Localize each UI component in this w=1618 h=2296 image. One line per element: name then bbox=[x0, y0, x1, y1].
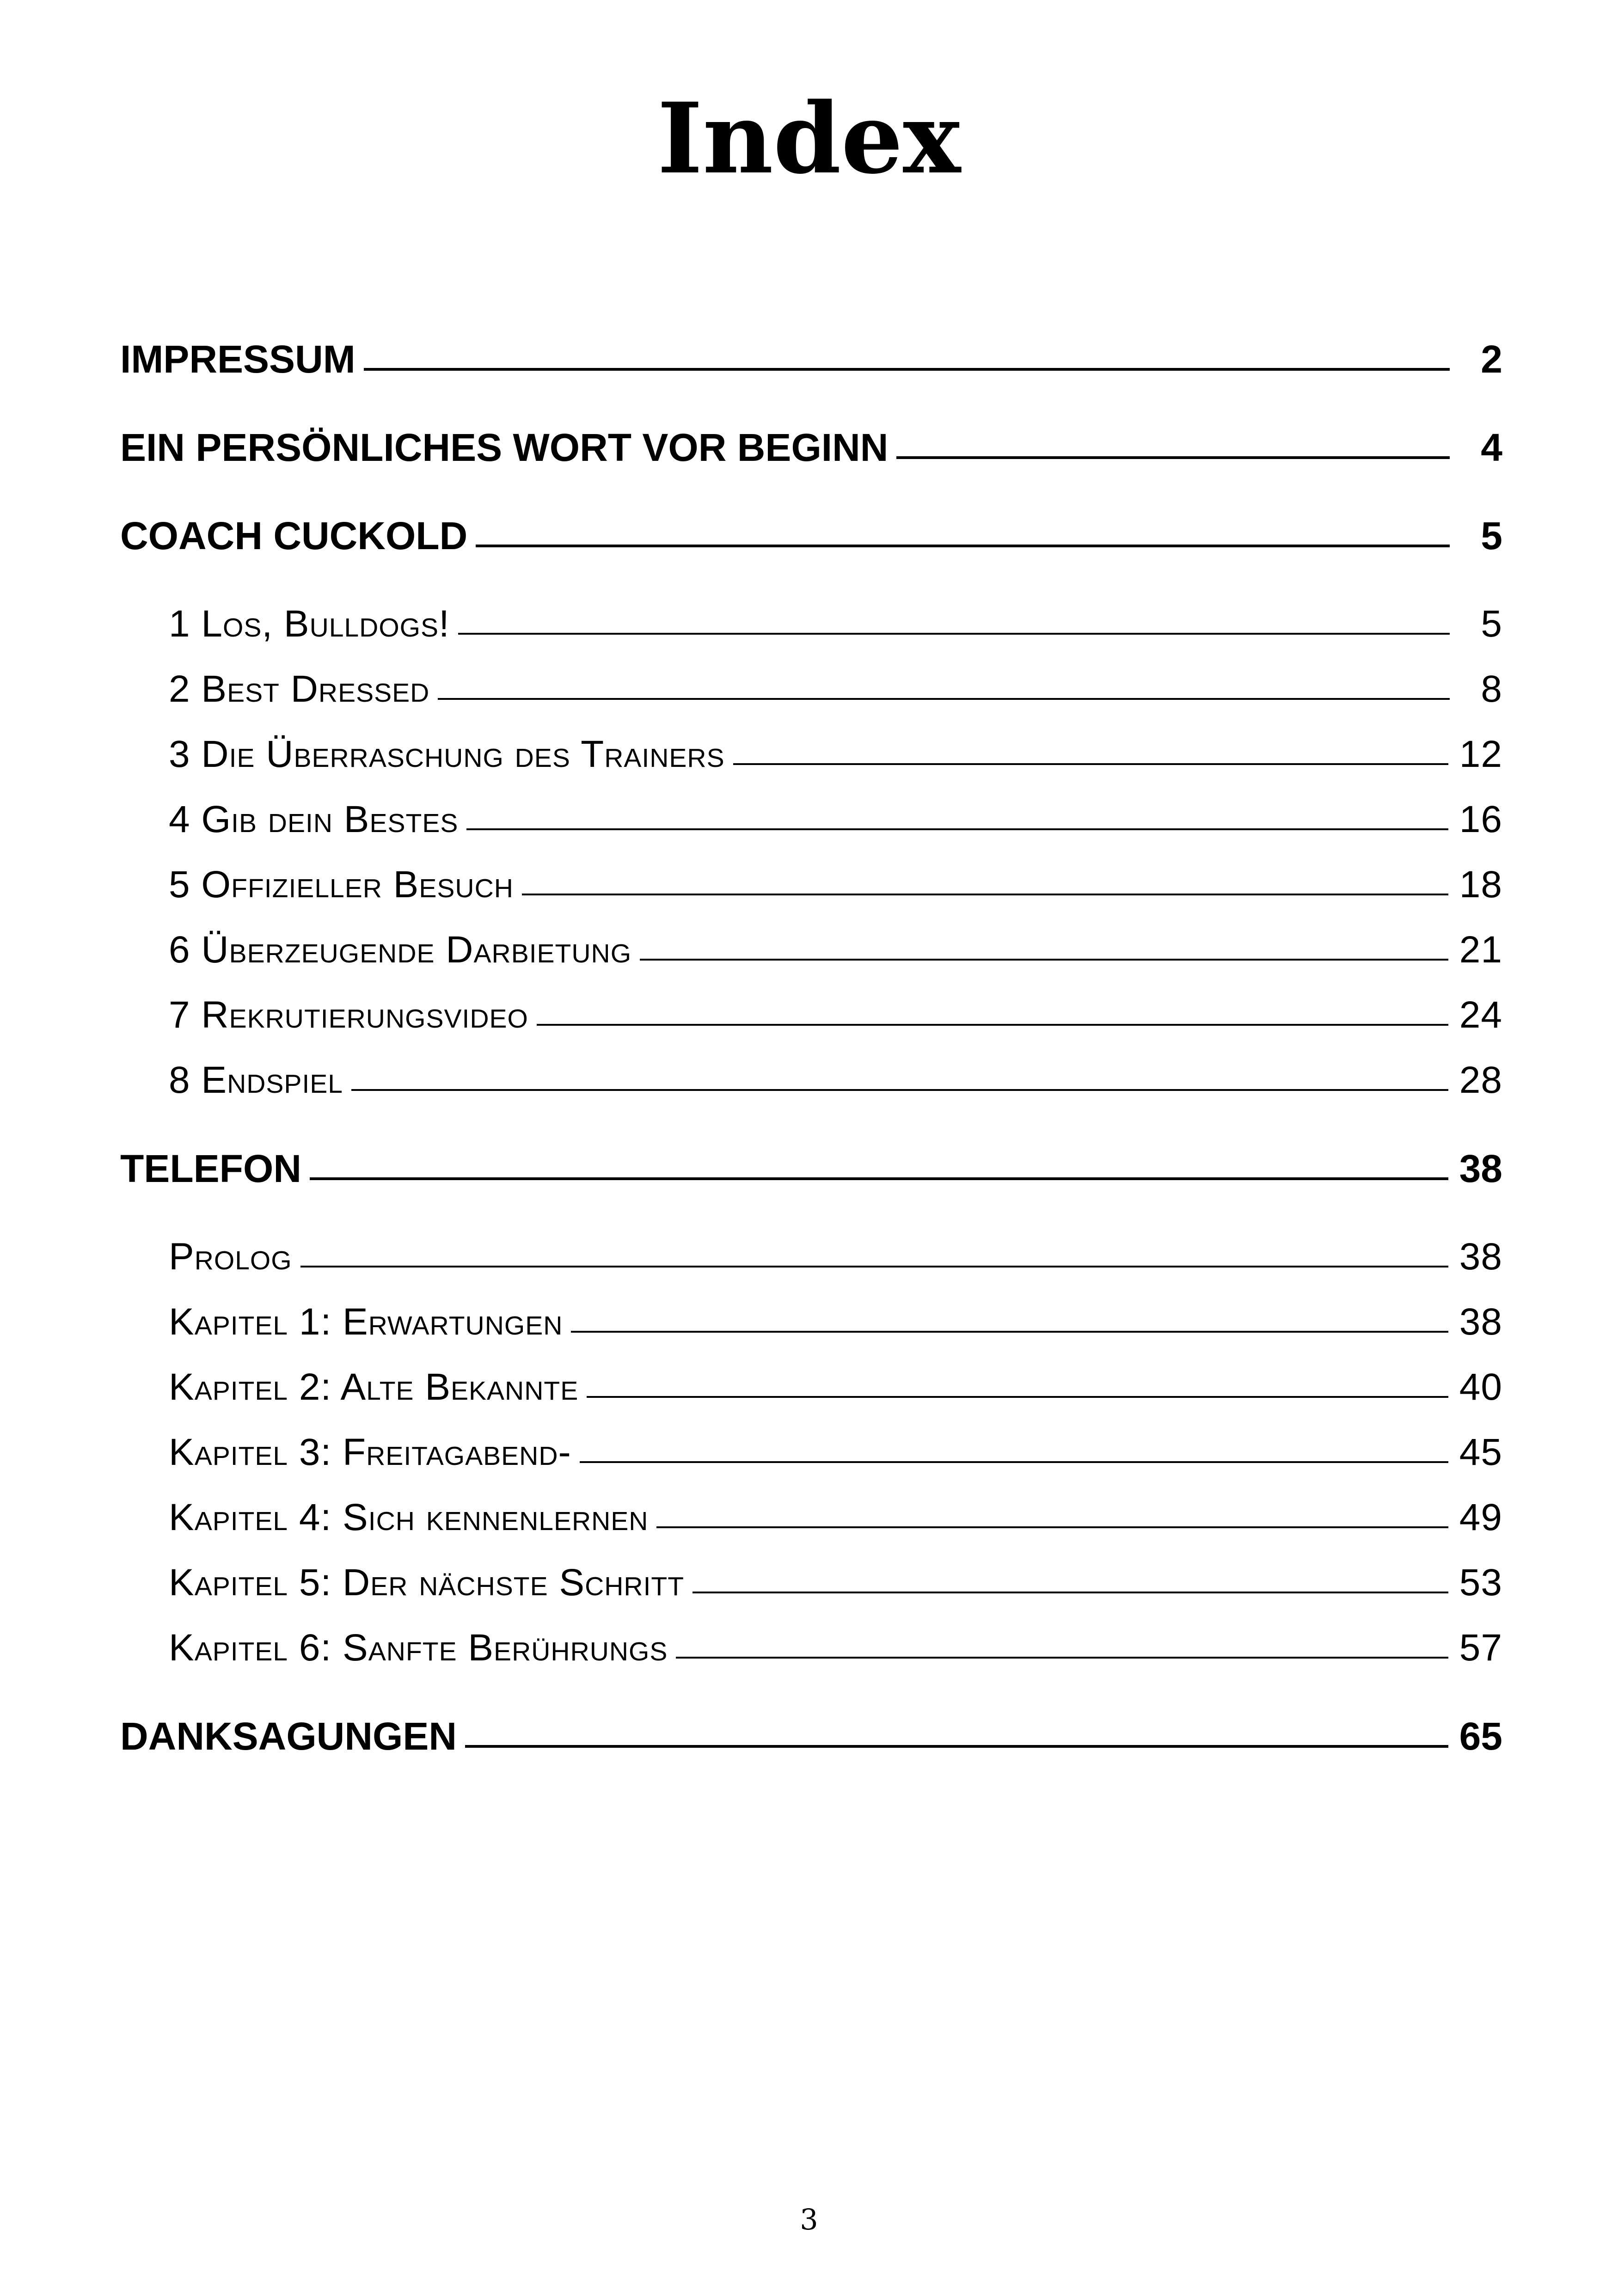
toc-entry-kapitel-5[interactable] bbox=[169, 1557, 1502, 1608]
toc-entry-label: 2 Best Dressed bbox=[169, 668, 430, 710]
toc-entry-label: DANKSAGUNGEN bbox=[120, 1714, 457, 1758]
toc-entry-page: 65 bbox=[1459, 1714, 1502, 1758]
toc-leader-line bbox=[458, 633, 1450, 635]
toc-entry-chapter-5[interactable] bbox=[169, 859, 1502, 910]
toc-entry-label: 6 Überzeugende Darbietung bbox=[169, 929, 632, 971]
toc-leader-line bbox=[300, 1266, 1448, 1267]
toc-entry-label: Kapitel 5: Der nächste Schritt bbox=[169, 1561, 685, 1604]
toc-entry-kapitel-2[interactable] bbox=[169, 1362, 1502, 1413]
toc-entry-kapitel-6[interactable] bbox=[169, 1623, 1502, 1673]
toc-leader-line bbox=[351, 1089, 1448, 1091]
toc-entry-page: 5 bbox=[1481, 514, 1502, 557]
toc-entry-page: 49 bbox=[1459, 1496, 1502, 1538]
page-title: Index bbox=[657, 81, 961, 196]
toc-entry-page: 2 bbox=[1481, 337, 1502, 381]
page-number: 3 bbox=[800, 2203, 818, 2236]
toc-entry-impressum[interactable] bbox=[120, 334, 1502, 385]
toc-entry-label: 1 Los, Bulldogs! bbox=[169, 603, 450, 645]
toc-entry-page: 53 bbox=[1459, 1561, 1502, 1604]
toc-leader-line bbox=[438, 698, 1450, 700]
toc-entry-kapitel-1[interactable] bbox=[169, 1297, 1502, 1347]
toc-entry-chapter-1[interactable] bbox=[169, 599, 1502, 649]
toc-entry-telefon[interactable] bbox=[120, 1143, 1502, 1194]
toc-entry-prolog[interactable] bbox=[169, 1231, 1502, 1282]
toc-entry-page: 28 bbox=[1459, 1059, 1502, 1101]
toc-entry-kapitel-3[interactable] bbox=[169, 1427, 1502, 1478]
toc-entry-chapter-6[interactable] bbox=[169, 925, 1502, 975]
toc-entry-label: IMPRESSUM bbox=[120, 337, 355, 381]
toc-leader-line bbox=[733, 763, 1448, 765]
toc-entry-page: 21 bbox=[1459, 929, 1502, 971]
toc-entry-label: 8 Endspiel bbox=[169, 1059, 343, 1101]
toc-entry-page: 40 bbox=[1459, 1366, 1502, 1408]
toc-entry-persoenliches-wort[interactable] bbox=[120, 422, 1502, 473]
toc-entry-page: 16 bbox=[1459, 798, 1502, 840]
toc-leader-line bbox=[640, 959, 1448, 961]
toc-entry-label: Kapitel 2: Alte Bekannte bbox=[169, 1366, 579, 1408]
toc-entry-label: 7 Rekrutierungsvideo bbox=[169, 994, 528, 1036]
toc-leader-line bbox=[465, 1745, 1448, 1748]
toc-entry-chapter-8[interactable] bbox=[169, 1055, 1502, 1106]
toc-leader-line bbox=[466, 828, 1448, 830]
toc-leader-line bbox=[676, 1657, 1448, 1659]
toc-entry-label: Prolog bbox=[169, 1236, 292, 1278]
toc-leader-line bbox=[580, 1461, 1448, 1463]
toc-entry-kapitel-4[interactable] bbox=[169, 1492, 1502, 1543]
toc-leader-line bbox=[310, 1177, 1448, 1180]
toc-entry-page: 12 bbox=[1459, 733, 1502, 775]
toc-entry-page: 45 bbox=[1459, 1431, 1502, 1473]
toc-leader-line bbox=[656, 1526, 1448, 1528]
toc-entry-page: 8 bbox=[1481, 668, 1502, 710]
toc-entry-page: 38 bbox=[1459, 1301, 1502, 1343]
toc-entry-label: Kapitel 4: Sich kennenlernen bbox=[169, 1496, 649, 1538]
toc-entry-label: 5 Offizieller Besuch bbox=[169, 863, 514, 906]
toc-leader-line bbox=[587, 1396, 1448, 1398]
toc-entry-page: 38 bbox=[1459, 1147, 1502, 1190]
toc-leader-line bbox=[522, 894, 1448, 895]
toc-entry-coach-cuckold[interactable] bbox=[120, 510, 1502, 561]
toc-entry-label: 4 Gib dein Bestes bbox=[169, 798, 459, 840]
toc-entry-label: EIN PERSÖNLICHES WORT VOR BEGINN bbox=[120, 426, 889, 469]
toc-leader-line bbox=[896, 456, 1450, 459]
toc-entry-label: 3 Die Überraschung des Trainers bbox=[169, 733, 725, 775]
toc-entry-chapter-2[interactable] bbox=[169, 664, 1502, 715]
toc-entry-danksagungen[interactable] bbox=[120, 1711, 1502, 1762]
toc-entry-label: COACH CUCKOLD bbox=[120, 514, 468, 557]
toc-entry-chapter-3[interactable] bbox=[169, 729, 1502, 780]
toc-leader-line bbox=[364, 368, 1450, 371]
toc-entry-page: 57 bbox=[1459, 1627, 1502, 1669]
toc-leader-line bbox=[571, 1331, 1448, 1333]
toc-entry-page: 5 bbox=[1481, 603, 1502, 645]
toc-entry-page: 38 bbox=[1459, 1236, 1502, 1278]
toc-leader-line bbox=[476, 545, 1450, 547]
toc-entry-page: 24 bbox=[1459, 994, 1502, 1036]
toc-entry-label: TELEFON bbox=[120, 1147, 301, 1190]
toc-leader-line bbox=[537, 1024, 1448, 1026]
toc-entry-chapter-7[interactable] bbox=[169, 990, 1502, 1041]
toc-leader-line bbox=[693, 1592, 1448, 1593]
toc-entry-label: Kapitel 1: Erwartungen bbox=[169, 1301, 563, 1343]
table-of-contents bbox=[120, 0, 1502, 2296]
toc-entry-label: Kapitel 6: Sanfte Berührungs bbox=[169, 1627, 668, 1669]
toc-entry-chapter-4[interactable] bbox=[169, 794, 1502, 845]
toc-entry-page: 18 bbox=[1459, 863, 1502, 906]
toc-entry-page: 4 bbox=[1481, 426, 1502, 469]
toc-entry-label: Kapitel 3: Freitagabend- bbox=[169, 1431, 571, 1473]
